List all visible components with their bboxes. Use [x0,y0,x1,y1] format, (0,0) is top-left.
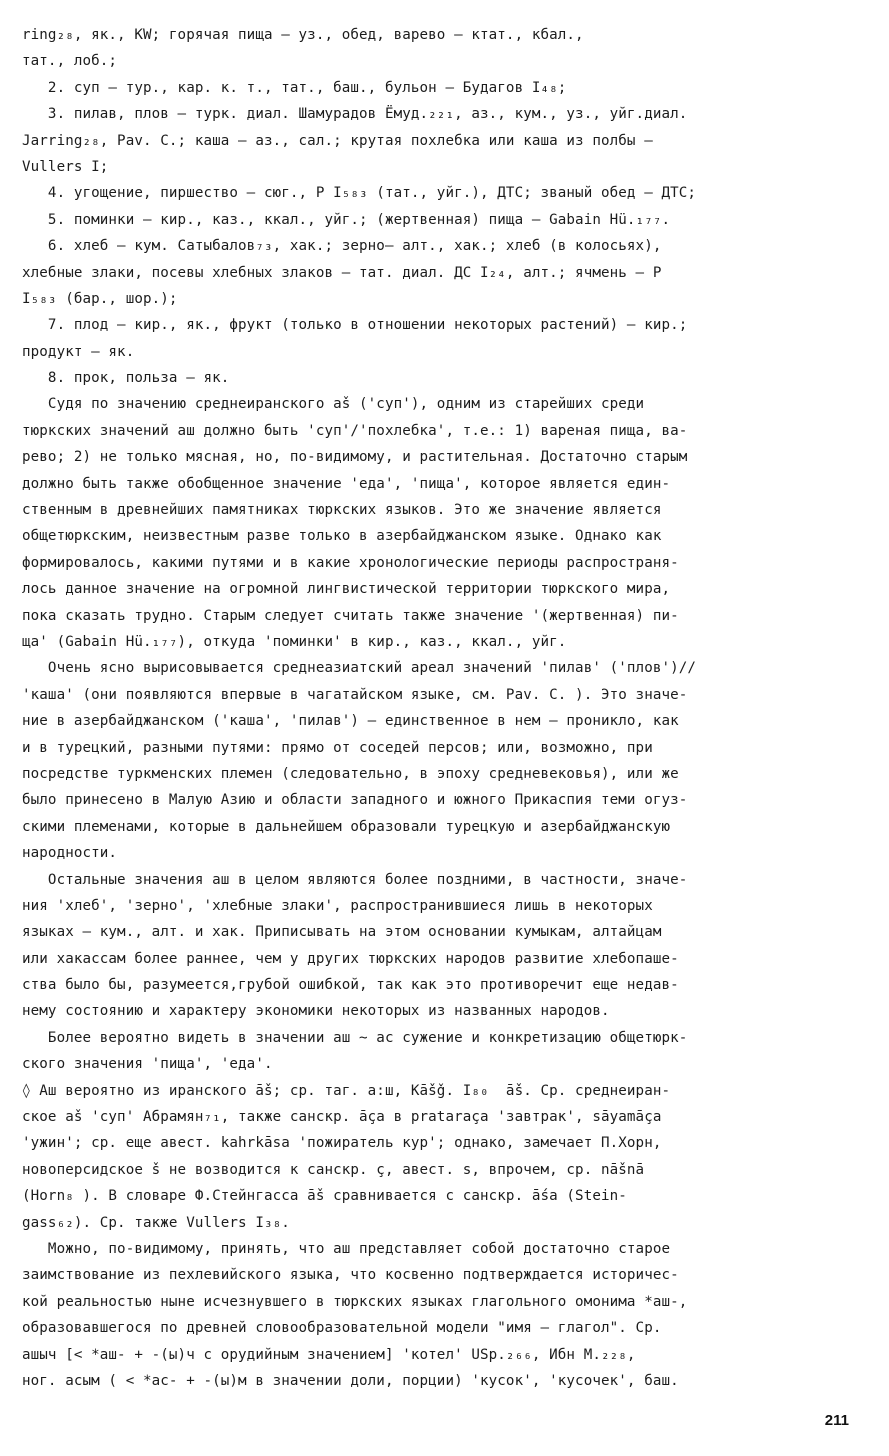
text-line: gass₆₂). Ср. также Vullers I₃₈. [22,1214,290,1231]
text-line: рево; 2) не только мясная, но, по-видимому, и растительная. Достаточно старым [22,449,688,466]
text-line: ring₂₈, як., KW; горячая пища – уз., обед, варево – ктат., кбал., [22,27,584,43]
text-line: 3. пилав, плов – турк. диал. Шамурадов Ёмуд.₂₂₁, аз., кум., уз., уйг.диал. [22,106,688,123]
text-line: ния 'хлеб', 'зерно', 'хлебные злаки', распространившиеся лишь в некоторых [22,897,653,914]
text-line: Очень ясно вырисовывается среднеазиатский ареал значений 'пилав' ('плов')// [22,660,697,677]
text-line: ское aš 'суп' Абрамян₇₁, также санскр. āça в prataraça 'завтрак', sāyamāça [22,1109,662,1126]
text-line: образовавшегося по древней словообразовательной модели "имя – глагол". Ср. [22,1320,662,1337]
text-line: общетюркским, неизвестным разве только в азербайджанском языке. Однако как [22,528,662,545]
text-line: ние в азербайджанском ('каша', 'пилав') – единственное в нем – проникло, как [22,713,679,730]
text-line: языках – кум., алт. и хак. Приписывать на этом основании кумыкам, алтайцам [22,924,662,941]
text-line: I₅₈₃ (бар., шор.); [22,290,178,307]
text-line: формировалось, какими путями и в какие хронологические периоды распространя- [22,554,679,571]
text-line: ственным в древнейших памятниках тюркских языков. Это же значение является [22,502,662,519]
text-line: ского значения 'пища', 'еда'. [22,1056,273,1073]
text-line: ща' (Gabain Hü.₁₇₇), откуда 'поминки' в кир., каз., ккал., уйг. [22,633,567,650]
text-line: новоперсидское š не возводится к санскр. ç, авест. s, впрочем, ср. nāšnā [22,1161,645,1178]
text-line: Vullers I; [22,158,109,175]
text-line: пока сказать трудно. Старым следует считать также значение '(жертвенная) пи- [22,607,679,624]
text-line: посредстве туркменских племен (следовательно, в эпоху средневековья), или же [22,765,679,782]
text-line: (Horn₈ ). В словаре Ф.Стейнгасса āš сравнивается с санскр. āśa (Stein- [22,1188,627,1205]
text-line: нему состоянию и характеру экономики некоторых из названных народов. [22,1003,610,1020]
text-line: хлебные злаки, посевы хлебных злаков – тат. диал. ДС I₂₄, алт.; ячмень – Р [22,264,662,281]
text-line: Остальные значения аш в целом являются более поздними, в частности, значе- [22,871,688,888]
text-line: и в турецкий, разными путями: прямо от соседей персов; или, возможно, при [22,739,653,756]
text-line: заимствование из пехлевийского языка, что косвенно подтверждается историчес- [22,1267,679,1284]
text-body [22,22,870,1394]
text-line: кой реальностью ныне исчезнувшего в тюркских языках глагольного омонима *аш-, [22,1293,688,1310]
text-line: 7. плод – кир., як., фрукт (только в отношении некоторых растений) – кир.; [22,317,688,334]
text-line: Jarring₂₈, Pav. C.; каша – аз., сал.; крутая похлебка или каша из полбы – [22,132,653,149]
text-line: Судя по значению среднеиранского aš ('суп'), одним из старейших среди [22,396,645,413]
text-line: 4. угощение, пиршество – сюг., P I₅₈₃ (тат., уйг.), ДТС; званый обед – ДТС; [22,185,697,202]
text-line: было принесено в Малую Азию и области западного и южного Прикаспия теми огуз- [22,792,688,809]
text-line: народности. [22,845,118,862]
text-line: тюркских значений аш должно быть 'суп'/'похлебка', т.е.: 1) вареная пища, ва- [22,422,688,439]
text-line: или хакассам более раннее, чем у других тюркских народов развитие хлебопаше- [22,950,679,967]
text-line: лось данное значение на огромной лингвистической территории тюркского мира, [22,581,671,598]
text-line: 'каша' (они появляются впервые в чагатайском языке, см. Pav. C. ). Это значе- [22,686,688,703]
text-line: должно быть также обобщенное значение 'еда', 'пища', которое является един- [22,475,671,492]
text-line: тат., лоб.; [22,53,118,70]
text-line: 'ужин'; ср. еще авест. kahrkāsa 'пожиратель кур'; однако, замечает П.Хорн, [22,1135,662,1152]
text-line: скими племенами, которые в дальнейшем образовали турецкую и азербайджанскую [22,818,671,835]
text-line: ног. асым ( < *ас- + -(ы)м в значении доли, порции) 'кусок', 'кусочек', баш. [22,1372,679,1389]
text-line: Более вероятно видеть в значении аш ~ ас сужение и конкретизацию общетюрк- [22,1029,688,1046]
text-line: 6. хлеб – кум. Сатыбалов₇₃, хак.; зерно– алт., хак.; хлеб (в колосьях), [22,238,662,255]
text-line: ства было бы, разумеется,грубой ошибкой, так как это противоречит еще недав- [22,977,679,994]
text-line: продукт – як. [22,343,135,360]
text-line: ашыч [< *аш- + -(ы)ч с орудийным значением] 'котел' USp.₂₆₆, Ибн М.₂₂₈, [22,1346,636,1363]
text-line: 8. прок, польза – як. [22,370,230,387]
text-line: 2. суп – тур., кар. к. т., тат., баш., бульон – Будагов I₄₈; [22,79,567,96]
page-number: 211 [824,1412,849,1429]
text-line: ◊ Аш вероятно из иранского āš; ср. таг. а:ш, Kāšǧ. I₈₀ āš. Ср. среднеиран- [22,1082,671,1099]
text-line: 5. поминки – кир., каз., ккал., уйг.; (жертвенная) пища – Gabain Hü.₁₇₇. [22,211,671,228]
text-line: Можно, по-видимому, принять, что аш представляет собой достаточно старое [22,1240,671,1257]
